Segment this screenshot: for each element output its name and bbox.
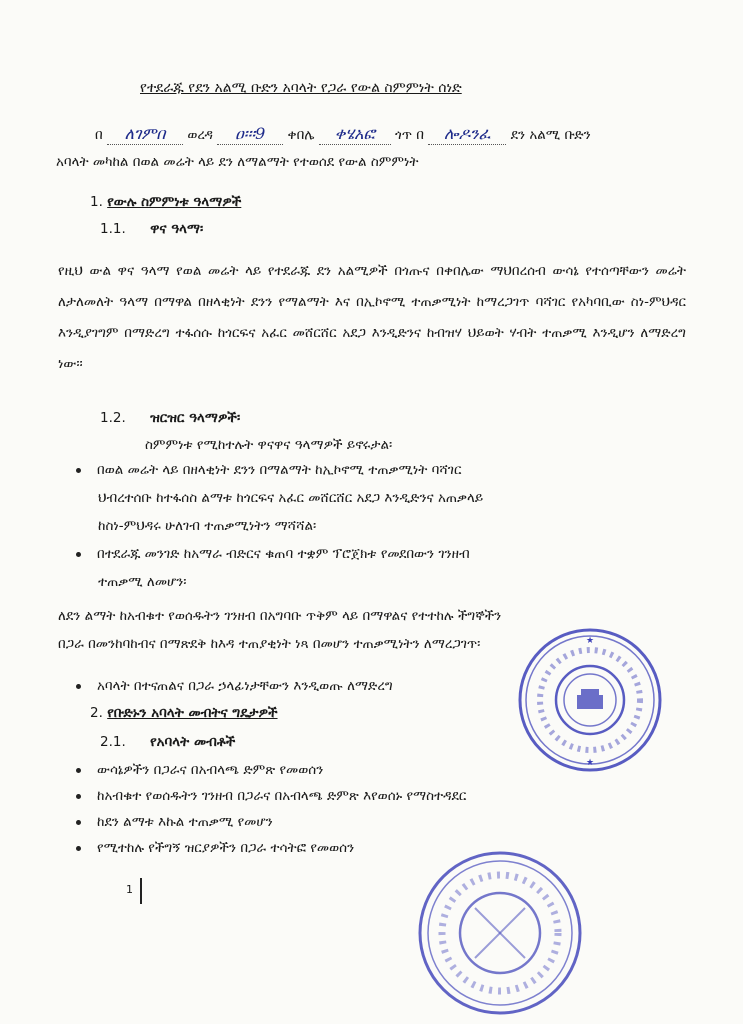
intro-line-2: አባላት መካከል በወል መሬት ላይ ደን ለማልማት የተወሰደ የውል ስምምነት [56,154,419,170]
bullet-icon [76,846,81,851]
bullet-icon [76,468,81,473]
svg-text:★: ★ [585,758,595,768]
subsection-1-1 [100,221,203,237]
list-item-text: ውሳኔዎችን በጋራና በአብላጫ ድምጽ የመወሰን [97,762,324,778]
list-item [76,788,466,804]
bullet-icon [76,820,81,825]
handwritten-kebele-name: ቀሄአፎ [319,124,391,145]
section-1-title: የውሉ ስምምነቱ ዓላማዎች [107,194,242,210]
list-item [76,814,273,830]
subsection-1-2-title: ዝርዝር ዓላማዎች፡ [150,410,241,426]
list-item-continuation: ህብረተሰቡ ከተፋሰስ ልማቱ ከጎርፍና አፈር መሸርሸር አደጋ እንዲድንና አጠቃላይ [98,490,484,506]
section-2-heading [90,705,278,721]
bullet-icon [76,794,81,799]
subsection-1-2 [100,410,240,426]
intro-prefix: በ [95,127,103,143]
document-title: የተደራጁ የደን አልሚ ቡድን አባላት የጋራ የውል ስምምነት ሰነድ [140,80,462,96]
intro-line-1 [95,124,591,145]
subsection-1-2-number: 1.2. [100,410,126,426]
subsection-1-1-number: 1.1. [100,221,126,237]
list-item [76,840,354,856]
list-item [76,546,470,562]
handwritten-district: ለገምበ [107,124,183,145]
list-item-continuation: ከስነ-ምህዳሩ ሁለገብ ተጠቃሚነትን ማሻሻል፡ [98,518,317,534]
official-stamp-icon [515,625,665,775]
bullet-icon [76,684,81,689]
list-item-text: ከአብቁተ የወሰዱትን ገንዘብ በጋራና በአብላጫ ድምጽ እየወሰኑ የማስተዳደር [97,788,467,804]
intro-suffix: ደን አልሚ ቡድን [510,127,591,143]
intro-word-woreda: ወረዳ [187,127,213,143]
list-item-text: አባላት በተናጠልና በጋራ ኃላፊነታቸውን እንዲወጡ ለማድረግ [97,678,393,694]
section-2-number: 2. [90,705,103,721]
section-1-number: 1. [90,194,103,210]
margin-mark [140,878,142,904]
bullet-icon [76,552,81,557]
subsection-2-1-title: የአባላት መብቶች [150,734,236,750]
official-stamp-icon [415,848,585,1018]
page-number: 1 [126,883,133,896]
subsection-1-1-title: ዋና ዓላማ፡ [150,221,204,237]
subsection-2-1-number: 2.1. [100,734,126,750]
intro-word-kebele: ቀበሌ [287,127,315,143]
list-item [76,762,323,778]
list-item-text: የሚተከሉ የችግኝ ዝርያዎችን በጋራ ተሳትፎ የመወሰን [97,840,355,856]
subsection-2-1 [100,734,235,750]
section-2-title: የቡድኑን አባላት መብትና ግዴታዎች [107,705,278,721]
paragraph-line: ለደን ልማት ከአብቁተ የወሰዱትን ገንዘብ በአግባቡ ጥቅም ላይ በማዋልና የተተከሉ ችግኞችን [58,608,502,624]
svg-text:★: ★ [585,636,595,646]
paragraph-line: በጋራ በመንከባከብና በማጽደቅ ከእዳ ተጠያቂነት ነጻ በመሆን ተጠቃሚነትን ለማረጋገጥ፡ [58,636,481,652]
intro-word-got: ጎጥ በ [394,127,424,143]
list-item [76,678,393,694]
main-objective-paragraph: የዚህ ውል ዋና ዓላማ የወል መሬት ላይ የተደራጁ ደን አልሚዎች በጎጡና በቀበሌው ማህበረሰብ ውሳኔ የተሰጣቸውን መሬት ለታለመለት ዓላማ በማዋል በዘላቂነት ደንን የማልማት እና በኢኮኖሚ ተጠቃሚነት ከማረጋገጥ ባሻገር የአካባቢው ስነ-ምህዳር እንዲያገግም በማድረግ ተፋሰሱ ከጎርፍና አፈር መሸርሸር አደጋ እንዲድንና ከብዝሃ ህይወት ሃብት ተጠቃሚ እንዲሆን ለማድረግ ነው፡፡ [58,263,686,372]
section-1-heading [90,194,241,210]
list-item-continuation: ተጠቃሚ ለመሆን፡ [98,574,187,590]
list-item-text: ከደን ልማቱ እኩል ተጠቃሚ የመሆን [97,814,273,830]
bullet-icon [76,768,81,773]
specific-objectives-intro: ስምምነቱ የሚከተሉት ዋናዋና ዓላማዎች ይኖሩታል፡ [145,437,393,453]
handwritten-got-name: ሎዶንፈ [428,124,506,145]
list-item [76,462,461,478]
handwritten-kebele-number: ዐ፡፡፡9 [217,124,283,145]
list-item-text: በወል መሬት ላይ በዘላቂነት ደንን በማልማት ከኢኮኖሚ ተጠቃሚነት ባሻገር [97,462,462,478]
list-item-text: በተደራጁ መንገድ ከአማራ ብድርና ቁጠባ ተቋም ፕሮጀክቱ የመደበውን ገንዘብ [97,546,470,562]
